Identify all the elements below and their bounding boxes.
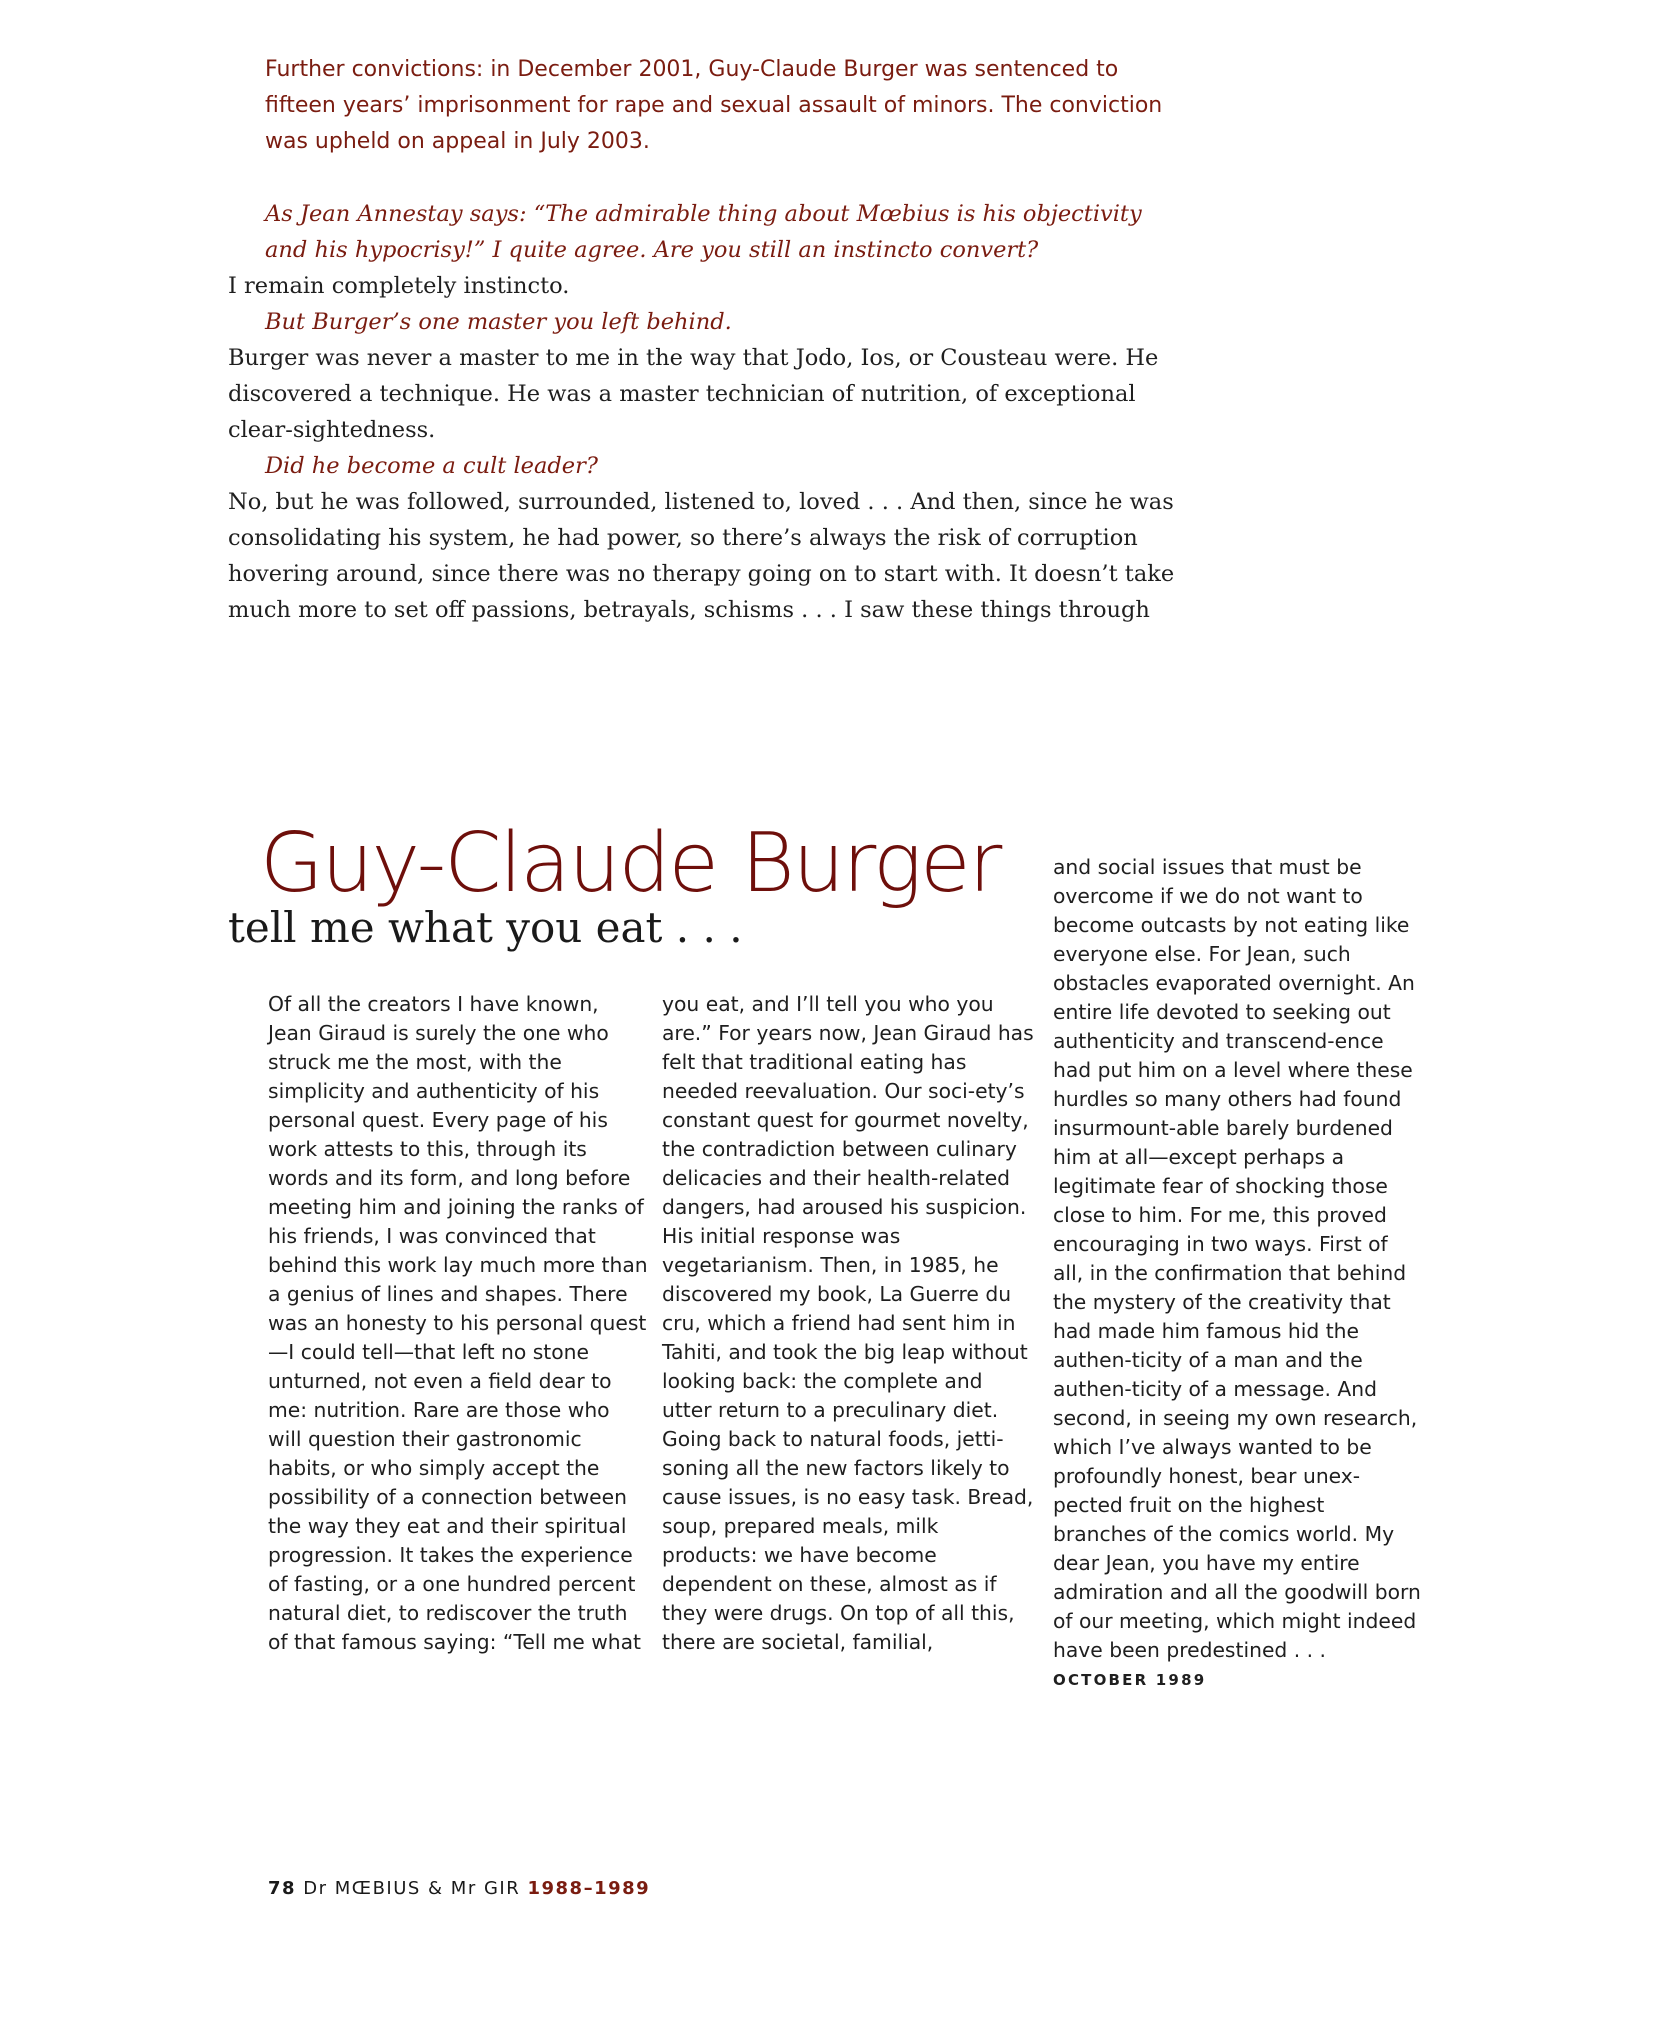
running-title: Dr MŒBIUS & Mr GIR [303, 1878, 521, 1899]
interview [228, 196, 1188, 628]
column-text: Of all the creators I have known, Jean Giraud is surely the one who struck me the most, with the simplicity and authenticity of his personal quest. Every page of his work attests to this, through its words and its form, and long before meeting him and joining the ranks of his friends, I was convinced that behind this work lay much more than a genius of lines and shapes. There was an honesty to his personal quest—I could tell—that left no stone unturned, not even a field dear to me: nutrition. Rare are those who will question their gastronomic habits, or who simply accept the possibility of a connection between the way they eat and their spiritual progression. It takes the experience of fasting, or a one hundred percent natural diet, to rediscover the truth of that famous saying: “Tell me what [268, 992, 648, 1654]
article-column-1 [268, 990, 648, 1657]
dateline: OCTOBER 1989 [1053, 1671, 1207, 1689]
interview-question: Did he become a cult leader? [265, 453, 598, 479]
article-column-3 [1053, 853, 1423, 1695]
article-title: Guy-Claude Burger [260, 816, 1001, 911]
running-years: 1988–1989 [527, 1878, 651, 1899]
page-number: 78 [268, 1878, 297, 1899]
interview-answer: Burger was never a master to me in the way that Jodo, Ios, or Cousteau were. He discovered a technique. He was a master technician of nutrition, of exceptional clear-sightedness. [228, 345, 1159, 443]
article-subtitle: tell me what you eat . . . [228, 903, 743, 952]
interview-question: As Jean Annestay says: “The admirable thing about Mœbius is his objectivity and his hypocrisy!” I quite agree. Are you still an instincto convert? [265, 201, 1142, 263]
page-footer [268, 1878, 650, 1899]
interview-answer: I remain completely instincto. [228, 273, 570, 299]
interview-answer: No, but he was followed, surrounded, listened to, loved . . . And then, since he was consolidating his system, he had power, so there’s always the risk of corruption hovering around, since there was no therapy going on to start with. It doesn’t take much more to set off passions, betrayals, schisms . . . I saw these things through [228, 489, 1175, 623]
column-text: and social issues that must be overcome if we do not want to become outcasts by not eating like everyone else. For Jean, such obstacles evaporated overnight. An entire life devoted to seeking out authenticity and transcend-ence had put him on a level where these hurdles so many others had found insurmount-able barely burdened him at all—except perhaps a legitimate fear of shocking those close to him. For me, this proved encouraging in two ways. First of all, in the confirmation that behind the mystery of the creativity that had made him famous hid the authen-ticity of a man and the authen-ticity of a message. And second, in seeing my own research, which I’ve always wanted to be profoundly honest, bear unex-pected fruit on the highest branches of the comics world. My dear Jean, you have my entire admiration and all the goodwill born of our meeting, which might indeed have been predestined . . . [1053, 855, 1421, 1662]
article-column-2 [662, 990, 1038, 1657]
editor-note: Further convictions: in December 2001, Guy-Claude Burger was sentenced to fifteen years’ imprisonment for rape and sexual assault of minors. The conviction was upheld on appeal in July 2003. [265, 57, 1163, 154]
interview-question: But Burger’s one master you left behind. [265, 309, 732, 335]
column-text: you eat, and I’ll tell you who you are.” For years now, Jean Giraud has felt that traditional eating has needed reevaluation. Our soci-ety’s constant quest for gourmet novelty, the contradiction between culinary delicacies and their health-related dangers, had aroused his suspicion. His initial response was vegetarianism. Then, in 1985, he discovered my book, La Guerre du cru, which a friend had sent him in Tahiti, and took the big leap without looking back: the complete and utter return to a preculinary diet. Going back to natural foods, jetti-soning all the new factors likely to cause issues, is no easy task. Bread, soup, prepared meals, milk products: we have become dependent on these, almost as if they were drugs. On top of all this, there are societal, familial, [662, 992, 1034, 1654]
